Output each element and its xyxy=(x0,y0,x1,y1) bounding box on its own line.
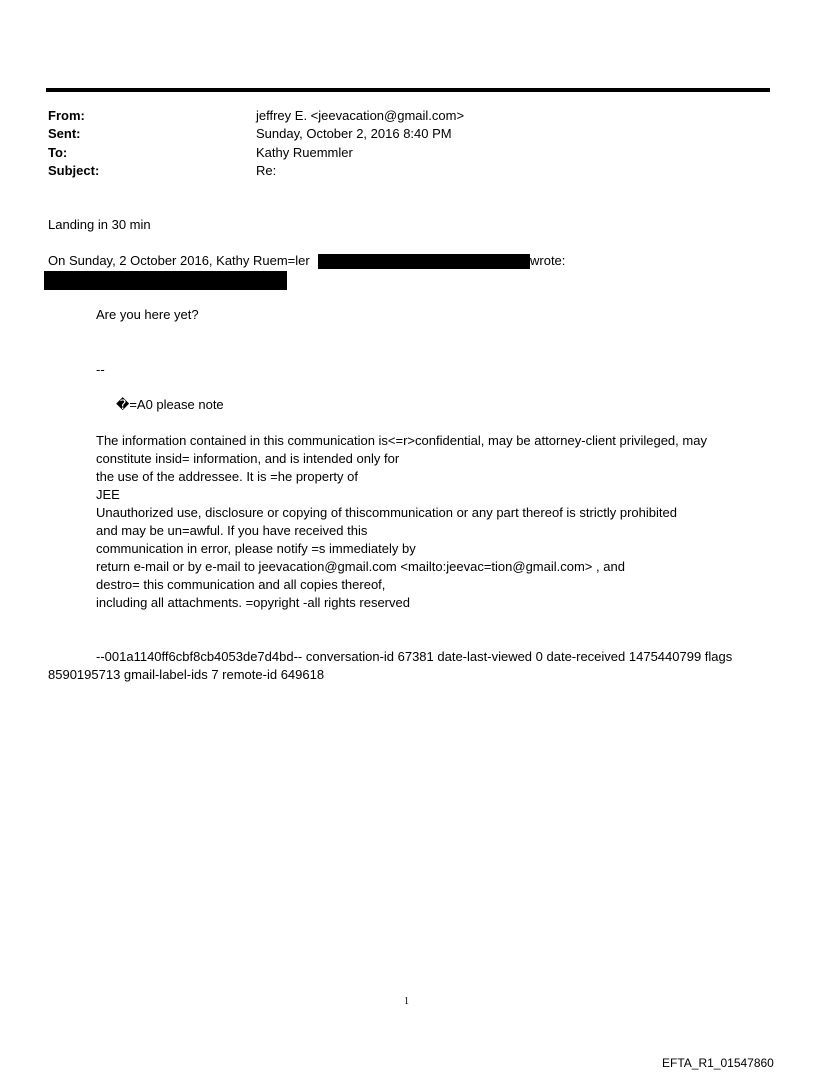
disclaimer-line: return e-mail or by e-mail to jeevacation@gmail.com <mailto:jeevac=tion@gmail.com> , and xyxy=(96,559,625,574)
disclaimer-line: JEE xyxy=(96,487,120,502)
sent-value: Sunday, October 2, 2016 8:40 PM xyxy=(256,126,452,141)
disclaimer-line: Unauthorized use, disclosure or copying of thiscommunication or any part thereof is strictly prohibited xyxy=(96,505,677,520)
redaction-box xyxy=(318,254,530,269)
quoted-message: Are you here yet? xyxy=(96,307,199,322)
to-value: Kathy Ruemmler xyxy=(256,145,353,160)
please-note: �=A0 please note xyxy=(116,397,224,412)
disclaimer-line: including all attachments. =opyright -all rights reserved xyxy=(96,595,410,610)
disclaimer-line: communication in error, please notify =s immediately by xyxy=(96,541,416,556)
subject-value: Re: xyxy=(256,163,277,178)
sent-label: Sent: xyxy=(48,126,81,141)
disclaimer-line: destro= this communication and all copies thereof, xyxy=(96,577,386,592)
to-label: To: xyxy=(48,145,68,160)
page-number: 1 xyxy=(404,996,409,1007)
disclaimer-line: and may be un=awful. If you have received this xyxy=(96,523,368,538)
document-id: EFTA_R1_01547860 xyxy=(662,1056,774,1070)
metadata-line: --001a1140ff6cbf8cb4053de7d4bd-- conversation-id 67381 date-last-viewed 0 date-received 1475440799 flags xyxy=(96,649,733,664)
disclaimer-line: constitute insid= information, and is intended only for xyxy=(96,451,400,466)
reply-text: Landing in 30 min xyxy=(48,217,151,232)
metadata-line: 8590195713 gmail-label-ids 7 remote-id 649618 xyxy=(48,667,325,682)
disclaimer-line: the use of the addressee. It is =he property of xyxy=(96,469,358,484)
signature-separator: -- xyxy=(96,362,105,377)
quote-intro: On Sunday, 2 October 2016, Kathy Ruem=ler xyxy=(48,253,310,268)
redaction-box xyxy=(44,271,287,290)
header-rule xyxy=(46,88,770,92)
from-value: jeffrey E. <jeevacation@gmail.com> xyxy=(256,108,465,123)
from-label: From: xyxy=(48,108,85,123)
subject-label: Subject: xyxy=(48,163,100,178)
quote-wrote: wrote: xyxy=(530,253,566,268)
disclaimer-line: The information contained in this communication is<=r>confidential, may be attorney-client privileged, may xyxy=(96,433,707,448)
